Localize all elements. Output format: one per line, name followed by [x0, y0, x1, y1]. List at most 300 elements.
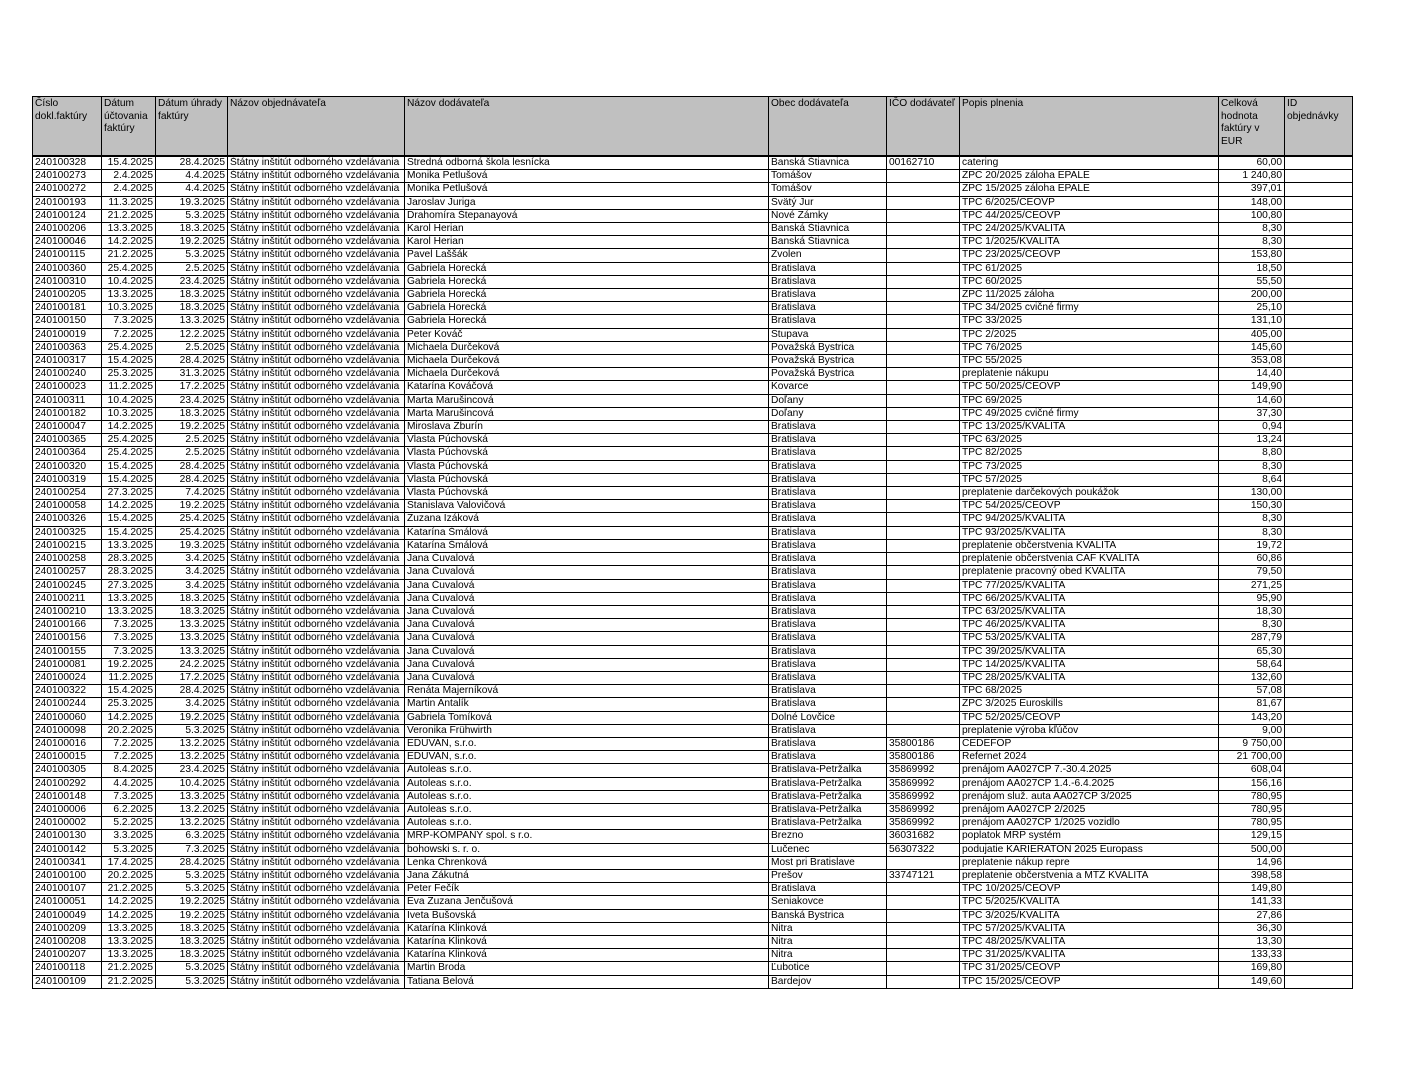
posting-date-cell: 21.2.2025 — [102, 209, 156, 222]
order-id-cell — [1285, 830, 1353, 843]
posting-date-cell: 7.3.2025 — [102, 790, 156, 803]
description-cell: TPC 34/2025 cvičné firmy — [960, 302, 1219, 315]
supplier-ico-cell — [887, 355, 960, 368]
description-cell: TPC 82/2025 — [960, 447, 1219, 460]
invoice-number-cell: 240100115 — [33, 249, 102, 262]
supplier-name-cell: Jaroslav Juriga — [405, 196, 769, 209]
table-row — [33, 341, 1353, 354]
description-cell: prenájom AA027CP 1/2025 vozidlo — [960, 817, 1219, 830]
total-value-cell: 150,30 — [1219, 500, 1285, 513]
supplier-city-cell: Bratislava — [769, 289, 887, 302]
supplier-name-cell: Jana Čuvalová — [405, 579, 769, 592]
supplier-city-cell: Bratislava — [769, 737, 887, 750]
supplier-city-cell: Banská Štiavnica — [769, 236, 887, 249]
invoice-number-cell: 240100240 — [33, 368, 102, 381]
description-cell: TPC 61/2025 — [960, 262, 1219, 275]
payment-date-cell: 28.4.2025 — [156, 856, 228, 869]
order-id-cell — [1285, 539, 1353, 552]
invoice-number-cell: 240100360 — [33, 262, 102, 275]
description-cell: preplatenie nákupu — [960, 368, 1219, 381]
payment-date-cell: 17.2.2025 — [156, 381, 228, 394]
payment-date-cell: 19.2.2025 — [156, 236, 228, 249]
payment-date-cell: 19.2.2025 — [156, 909, 228, 922]
order-id-cell — [1285, 619, 1353, 632]
supplier-city-cell: Nitra — [769, 922, 887, 935]
payment-date-cell: 18.3.2025 — [156, 922, 228, 935]
supplier-city-cell: Prešov — [769, 869, 887, 882]
invoice-number-cell: 240100118 — [33, 962, 102, 975]
supplier-name-cell: Vlasta Púchovská — [405, 487, 769, 500]
order-id-cell — [1285, 407, 1353, 420]
customer-name-cell: Štátny inštitút odborného vzdelávania — [228, 156, 405, 170]
order-id-cell — [1285, 935, 1353, 948]
customer-name-cell: Štátny inštitút odborného vzdelávania — [228, 407, 405, 420]
customer-name-cell: Štátny inštitút odborného vzdelávania — [228, 421, 405, 434]
total-value-cell: 21 700,00 — [1219, 751, 1285, 764]
header-supplier-name: Názov dodávateľa — [405, 97, 769, 157]
invoice-number-cell: 240100182 — [33, 407, 102, 420]
order-id-cell — [1285, 421, 1353, 434]
invoice-number-cell: 240100148 — [33, 790, 102, 803]
total-value-cell: 153,80 — [1219, 249, 1285, 262]
order-id-cell — [1285, 645, 1353, 658]
invoice-number-cell: 240100305 — [33, 764, 102, 777]
supplier-ico-cell: 33747121 — [887, 869, 960, 882]
invoice-number-cell: 240100100 — [33, 869, 102, 882]
supplier-name-cell: Jana Čuvalová — [405, 566, 769, 579]
posting-date-cell: 2.4.2025 — [102, 183, 156, 196]
order-id-cell — [1285, 262, 1353, 275]
order-id-cell — [1285, 685, 1353, 698]
payment-date-cell: 19.3.2025 — [156, 539, 228, 552]
invoice-number-cell: 240100181 — [33, 302, 102, 315]
supplier-name-cell: Marta Marušincová — [405, 394, 769, 407]
supplier-city-cell: Ľubotice — [769, 962, 887, 975]
table-row — [33, 223, 1353, 236]
table-row — [33, 236, 1353, 249]
supplier-ico-cell — [887, 513, 960, 526]
total-value-cell: 58,64 — [1219, 658, 1285, 671]
posting-date-cell: 4.4.2025 — [102, 777, 156, 790]
supplier-city-cell: Bratislava — [769, 473, 887, 486]
description-cell: TPC 52/2025/CEOVP — [960, 711, 1219, 724]
total-value-cell: 8,80 — [1219, 447, 1285, 460]
payment-date-cell: 28.4.2025 — [156, 355, 228, 368]
invoice-number-cell: 240100019 — [33, 328, 102, 341]
posting-date-cell: 13.3.2025 — [102, 935, 156, 948]
supplier-name-cell: Peter Kováč — [405, 328, 769, 341]
posting-date-cell: 7.2.2025 — [102, 751, 156, 764]
payment-date-cell: 19.2.2025 — [156, 421, 228, 434]
supplier-ico-cell — [887, 302, 960, 315]
payment-date-cell: 18.3.2025 — [156, 935, 228, 948]
supplier-name-cell: Autoleas s.r.o. — [405, 817, 769, 830]
description-cell: TPC 6/2025/CEOVP — [960, 196, 1219, 209]
supplier-ico-cell — [887, 671, 960, 684]
customer-name-cell: Štátny inštitút odborného vzdelávania — [228, 896, 405, 909]
supplier-ico-cell: 35869992 — [887, 764, 960, 777]
total-value-cell: 14,40 — [1219, 368, 1285, 381]
payment-date-cell: 23.4.2025 — [156, 394, 228, 407]
description-cell: TPC 31/2025/KVALITA — [960, 949, 1219, 962]
customer-name-cell: Štátny inštitút odborného vzdelávania — [228, 473, 405, 486]
description-cell: TPC 15/2025/CEOVP — [960, 975, 1219, 988]
order-id-cell — [1285, 803, 1353, 816]
supplier-name-cell: Karol Herian — [405, 236, 769, 249]
posting-date-cell: 7.3.2025 — [102, 315, 156, 328]
description-cell: TPC 77/2025/KVALITA — [960, 579, 1219, 592]
order-id-cell — [1285, 711, 1353, 724]
posting-date-cell: 15.4.2025 — [102, 156, 156, 170]
table-row — [33, 156, 1353, 170]
invoice-number-cell: 240100049 — [33, 909, 102, 922]
header-total-value: Celková hodnota faktúry v EUR — [1219, 97, 1285, 157]
supplier-ico-cell: 35800186 — [887, 751, 960, 764]
supplier-ico-cell — [887, 328, 960, 341]
invoice-number-cell: 240100046 — [33, 236, 102, 249]
supplier-ico-cell — [887, 209, 960, 222]
total-value-cell: 608,04 — [1219, 764, 1285, 777]
supplier-city-cell: Zvolen — [769, 249, 887, 262]
supplier-name-cell: Vlasta Púchovská — [405, 434, 769, 447]
supplier-city-cell: Nitra — [769, 949, 887, 962]
supplier-ico-cell — [887, 856, 960, 869]
total-value-cell: 397,01 — [1219, 183, 1285, 196]
supplier-name-cell: Autoleas s.r.o. — [405, 803, 769, 816]
supplier-name-cell: Jana Čuvalová — [405, 632, 769, 645]
table-row — [33, 381, 1353, 394]
order-id-cell — [1285, 605, 1353, 618]
invoice-number-cell: 240100320 — [33, 460, 102, 473]
header-description: Popis plnenia — [960, 97, 1219, 157]
order-id-cell — [1285, 526, 1353, 539]
customer-name-cell: Štátny inštitút odborného vzdelávania — [228, 698, 405, 711]
posting-date-cell: 25.3.2025 — [102, 698, 156, 711]
customer-name-cell: Štátny inštitút odborného vzdelávania — [228, 315, 405, 328]
total-value-cell: 143,20 — [1219, 711, 1285, 724]
total-value-cell: 1 240,80 — [1219, 170, 1285, 183]
total-value-cell: 287,79 — [1219, 632, 1285, 645]
posting-date-cell: 5.3.2025 — [102, 843, 156, 856]
total-value-cell: 57,08 — [1219, 685, 1285, 698]
supplier-city-cell: Bratislava — [769, 315, 887, 328]
table-row — [33, 262, 1353, 275]
supplier-ico-cell — [887, 539, 960, 552]
posting-date-cell: 11.3.2025 — [102, 196, 156, 209]
posting-date-cell: 13.3.2025 — [102, 289, 156, 302]
order-id-cell — [1285, 236, 1353, 249]
description-cell: TPC 24/2025/KVALITA — [960, 223, 1219, 236]
supplier-city-cell: Brezno — [769, 830, 887, 843]
customer-name-cell: Štátny inštitút odborného vzdelávania — [228, 592, 405, 605]
posting-date-cell: 14.2.2025 — [102, 421, 156, 434]
posting-date-cell: 15.4.2025 — [102, 685, 156, 698]
supplier-city-cell: Bratislava — [769, 698, 887, 711]
table-row — [33, 737, 1353, 750]
supplier-ico-cell — [887, 698, 960, 711]
supplier-name-cell: Tatiana Belová — [405, 975, 769, 988]
payment-date-cell: 3.4.2025 — [156, 698, 228, 711]
description-cell: TPC 69/2025 — [960, 394, 1219, 407]
posting-date-cell: 21.2.2025 — [102, 883, 156, 896]
supplier-name-cell: Karol Herian — [405, 223, 769, 236]
posting-date-cell: 25.4.2025 — [102, 434, 156, 447]
supplier-city-cell: Bratislava — [769, 421, 887, 434]
supplier-ico-cell — [887, 909, 960, 922]
supplier-city-cell: Bratislava — [769, 434, 887, 447]
supplier-city-cell: Bratislava — [769, 658, 887, 671]
invoice-table — [32, 96, 1353, 989]
description-cell: TPC 23/2025/CEOVP — [960, 249, 1219, 262]
invoice-number-cell: 240100325 — [33, 526, 102, 539]
customer-name-cell: Štátny inštitút odborného vzdelávania — [228, 539, 405, 552]
customer-name-cell: Štátny inštitút odborného vzdelávania — [228, 949, 405, 962]
invoice-number-cell: 240100244 — [33, 698, 102, 711]
customer-name-cell: Štátny inštitút odborného vzdelávania — [228, 566, 405, 579]
description-cell: TPC 54/2025/CEOVP — [960, 500, 1219, 513]
total-value-cell: 81,67 — [1219, 698, 1285, 711]
total-value-cell: 8,30 — [1219, 236, 1285, 249]
payment-date-cell: 5.3.2025 — [156, 869, 228, 882]
customer-name-cell: Štátny inštitút odborného vzdelávania — [228, 302, 405, 315]
invoice-number-cell: 240100023 — [33, 381, 102, 394]
supplier-ico-cell — [887, 183, 960, 196]
total-value-cell: 780,95 — [1219, 803, 1285, 816]
total-value-cell: 149,80 — [1219, 883, 1285, 896]
order-id-cell — [1285, 209, 1353, 222]
supplier-ico-cell — [887, 473, 960, 486]
supplier-name-cell: Martin Broda — [405, 962, 769, 975]
order-id-cell — [1285, 909, 1353, 922]
supplier-name-cell: Katarína Šmálová — [405, 526, 769, 539]
supplier-name-cell: Jana Čuvalová — [405, 645, 769, 658]
description-cell: catering — [960, 156, 1219, 170]
total-value-cell: 8,30 — [1219, 526, 1285, 539]
posting-date-cell: 27.3.2025 — [102, 487, 156, 500]
total-value-cell: 0,94 — [1219, 421, 1285, 434]
order-id-cell — [1285, 883, 1353, 896]
customer-name-cell: Štátny inštitút odborného vzdelávania — [228, 817, 405, 830]
payment-date-cell: 28.4.2025 — [156, 156, 228, 170]
order-id-cell — [1285, 790, 1353, 803]
description-cell: CEDEFOP — [960, 737, 1219, 750]
order-id-cell — [1285, 289, 1353, 302]
supplier-name-cell: Veronika Frühwirth — [405, 724, 769, 737]
supplier-ico-cell — [887, 935, 960, 948]
total-value-cell: 8,30 — [1219, 619, 1285, 632]
customer-name-cell: Štátny inštitút odborného vzdelávania — [228, 236, 405, 249]
order-id-cell — [1285, 328, 1353, 341]
description-cell: TPC 10/2025/CEOVP — [960, 883, 1219, 896]
description-cell: TPC 1/2025/KVALITA — [960, 236, 1219, 249]
payment-date-cell: 17.2.2025 — [156, 671, 228, 684]
total-value-cell: 148,00 — [1219, 196, 1285, 209]
payment-date-cell: 2.5.2025 — [156, 262, 228, 275]
payment-date-cell: 5.3.2025 — [156, 975, 228, 988]
payment-date-cell: 2.5.2025 — [156, 434, 228, 447]
table-row — [33, 526, 1353, 539]
supplier-ico-cell: 56307322 — [887, 843, 960, 856]
description-cell: TPC 63/2025/KVALITA — [960, 605, 1219, 618]
supplier-name-cell: Katarína Klinková — [405, 935, 769, 948]
supplier-ico-cell: 35869992 — [887, 817, 960, 830]
invoice-number-cell: 240100109 — [33, 975, 102, 988]
table-row — [33, 328, 1353, 341]
description-cell: Refernet 2024 — [960, 751, 1219, 764]
supplier-name-cell: Jana Zákutná — [405, 869, 769, 882]
description-cell: TPC 50/2025/CEOVP — [960, 381, 1219, 394]
description-cell: TPC 73/2025 — [960, 460, 1219, 473]
supplier-name-cell: Pavel Laššák — [405, 249, 769, 262]
description-cell: TPC 60/2025 — [960, 275, 1219, 288]
description-cell: TPC 5/2025/KVALITA — [960, 896, 1219, 909]
description-cell: TPC 31/2025/CEOVP — [960, 962, 1219, 975]
table-row — [33, 869, 1353, 882]
supplier-name-cell: Gabriela Horecká — [405, 262, 769, 275]
table-row — [33, 566, 1353, 579]
table-row — [33, 724, 1353, 737]
posting-date-cell: 25.4.2025 — [102, 447, 156, 460]
supplier-city-cell: Považská Bystrica — [769, 355, 887, 368]
table-row — [33, 355, 1353, 368]
posting-date-cell: 14.2.2025 — [102, 711, 156, 724]
table-row — [33, 170, 1353, 183]
total-value-cell: 133,33 — [1219, 949, 1285, 962]
supplier-name-cell: MRP-KOMPANY spol. s r.o. — [405, 830, 769, 843]
description-cell: TPC 94/2025/KVALITA — [960, 513, 1219, 526]
payment-date-cell: 3.4.2025 — [156, 579, 228, 592]
description-cell: TPC 53/2025/KVALITA — [960, 632, 1219, 645]
description-cell: TPC 66/2025/KVALITA — [960, 592, 1219, 605]
supplier-ico-cell — [887, 368, 960, 381]
total-value-cell: 149,90 — [1219, 381, 1285, 394]
description-cell: TPC 49/2025 cvičné firmy — [960, 407, 1219, 420]
table-row — [33, 289, 1353, 302]
description-cell: TPC 13/2025/KVALITA — [960, 421, 1219, 434]
total-value-cell: 14,96 — [1219, 856, 1285, 869]
supplier-city-cell: Kovarce — [769, 381, 887, 394]
supplier-name-cell: Martin Antalík — [405, 698, 769, 711]
order-id-cell — [1285, 764, 1353, 777]
customer-name-cell: Štátny inštitút odborného vzdelávania — [228, 764, 405, 777]
supplier-name-cell: Monika Petlušová — [405, 183, 769, 196]
supplier-city-cell: Považská Bystrica — [769, 368, 887, 381]
description-cell: preplatenie výroba kľúčov — [960, 724, 1219, 737]
total-value-cell: 129,15 — [1219, 830, 1285, 843]
posting-date-cell: 13.3.2025 — [102, 223, 156, 236]
supplier-city-cell: Bratislava — [769, 632, 887, 645]
customer-name-cell: Štátny inštitút odborného vzdelávania — [228, 737, 405, 750]
table-row — [33, 803, 1353, 816]
supplier-city-cell: Bratislava-Petržalka — [769, 777, 887, 790]
total-value-cell: 141,33 — [1219, 896, 1285, 909]
table-row — [33, 645, 1353, 658]
description-cell: TPC 39/2025/KVALITA — [960, 645, 1219, 658]
payment-date-cell: 5.3.2025 — [156, 724, 228, 737]
order-id-cell — [1285, 698, 1353, 711]
total-value-cell: 149,60 — [1219, 975, 1285, 988]
order-id-cell — [1285, 553, 1353, 566]
supplier-city-cell: Banská Štiavnica — [769, 223, 887, 236]
invoice-number-cell: 240100051 — [33, 896, 102, 909]
customer-name-cell: Štátny inštitút odborného vzdelávania — [228, 275, 405, 288]
supplier-city-cell: Doľany — [769, 407, 887, 420]
posting-date-cell: 7.3.2025 — [102, 619, 156, 632]
posting-date-cell: 10.3.2025 — [102, 407, 156, 420]
supplier-city-cell: Nové Zámky — [769, 209, 887, 222]
invoice-number-cell: 240100047 — [33, 421, 102, 434]
invoice-number-cell: 240100166 — [33, 619, 102, 632]
supplier-ico-cell — [887, 724, 960, 737]
total-value-cell: 131,10 — [1219, 315, 1285, 328]
customer-name-cell: Štátny inštitút odborného vzdelávania — [228, 962, 405, 975]
invoice-number-cell: 240100002 — [33, 817, 102, 830]
customer-name-cell: Štátny inštitút odborného vzdelávania — [228, 328, 405, 341]
posting-date-cell: 21.2.2025 — [102, 249, 156, 262]
supplier-name-cell: Zuzana Izáková — [405, 513, 769, 526]
table-row — [33, 407, 1353, 420]
supplier-ico-cell — [887, 407, 960, 420]
supplier-city-cell: Bratislava-Petržalka — [769, 764, 887, 777]
payment-date-cell: 18.3.2025 — [156, 949, 228, 962]
table-row — [33, 830, 1353, 843]
payment-date-cell: 18.3.2025 — [156, 223, 228, 236]
posting-date-cell: 17.4.2025 — [102, 856, 156, 869]
posting-date-cell: 14.2.2025 — [102, 500, 156, 513]
invoice-number-cell: 240100319 — [33, 473, 102, 486]
supplier-ico-cell — [887, 685, 960, 698]
posting-date-cell: 15.4.2025 — [102, 513, 156, 526]
invoice-number-cell: 240100024 — [33, 671, 102, 684]
posting-date-cell: 25.3.2025 — [102, 368, 156, 381]
description-cell: TPC 2/2025 — [960, 328, 1219, 341]
supplier-name-cell: Jana Čuvalová — [405, 553, 769, 566]
posting-date-cell: 13.3.2025 — [102, 592, 156, 605]
total-value-cell: 353,08 — [1219, 355, 1285, 368]
table-row — [33, 764, 1353, 777]
table-row — [33, 539, 1353, 552]
payment-date-cell: 18.3.2025 — [156, 605, 228, 618]
invoice-number-cell: 240100363 — [33, 341, 102, 354]
supplier-ico-cell — [887, 975, 960, 988]
customer-name-cell: Štátny inštitút odborného vzdelávania — [228, 368, 405, 381]
invoice-number-cell: 240100211 — [33, 592, 102, 605]
posting-date-cell: 13.3.2025 — [102, 922, 156, 935]
supplier-city-cell: Bratislava — [769, 579, 887, 592]
description-cell: TPC 28/2025/KVALITA — [960, 671, 1219, 684]
table-row — [33, 315, 1353, 328]
total-value-cell: 8,64 — [1219, 473, 1285, 486]
posting-date-cell: 10.4.2025 — [102, 394, 156, 407]
posting-date-cell: 15.4.2025 — [102, 460, 156, 473]
posting-date-cell: 7.2.2025 — [102, 737, 156, 750]
description-cell: prenájom AA027CP 1.4.-6.4.2025 — [960, 777, 1219, 790]
total-value-cell: 36,30 — [1219, 922, 1285, 935]
invoice-number-cell: 240100210 — [33, 605, 102, 618]
customer-name-cell: Štátny inštitút odborného vzdelávania — [228, 341, 405, 354]
payment-date-cell: 13.2.2025 — [156, 817, 228, 830]
payment-date-cell: 24.2.2025 — [156, 658, 228, 671]
supplier-ico-cell — [887, 632, 960, 645]
table-body — [33, 156, 1353, 988]
order-id-cell — [1285, 249, 1353, 262]
order-id-cell — [1285, 302, 1353, 315]
payment-date-cell: 5.3.2025 — [156, 962, 228, 975]
supplier-name-cell: Vlasta Púchovská — [405, 460, 769, 473]
supplier-ico-cell: 00162710 — [887, 156, 960, 170]
total-value-cell: 271,25 — [1219, 579, 1285, 592]
supplier-city-cell: Bratislava — [769, 751, 887, 764]
